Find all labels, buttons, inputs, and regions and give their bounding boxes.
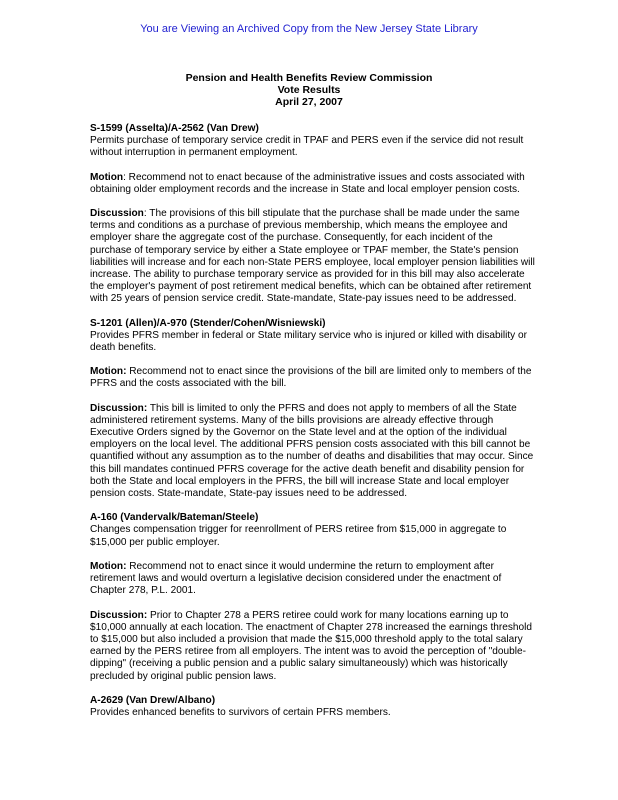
discussion-paragraph: [90, 610, 535, 683]
bill-title: A-2629 (Van Drew/Albano): [90, 694, 216, 706]
bill-description: Permits purchase of temporary service credit in TPAF and PERS even if the service did not result without interruption in permanent employment.: [90, 135, 524, 159]
discussion-label: Discussion:: [90, 609, 148, 621]
bill-section: [90, 512, 535, 682]
bill-title: S-1201 (Allen)/A-970 (Stender/Cohen/Wisniewski): [90, 317, 326, 329]
document-header: [0, 72, 618, 108]
bill-description: Provides enhanced benefits to survivors of certain PFRS members.: [90, 706, 391, 718]
archive-banner: You are Viewing an Archived Copy from the New Jersey State Library: [140, 23, 478, 35]
motion-paragraph: [90, 172, 535, 196]
bill-description: Provides PFRS member in federal or State military service who is injured or killed with disability or death benefits.: [90, 329, 527, 354]
bill-description: Changes compensation trigger for reenrollment of PERS retiree from $15,000 in aggregate to $15,000 per public employer.: [90, 524, 507, 548]
discussion-paragraph: [90, 208, 535, 306]
discussion-text: : The provisions of this bill stipulate that the purchase shall be made under the same terms and conditions as a purchase of previous membership, which means the employee and employer share the aggregate cost of the purchase. Consequently, for each incident of the purchase of temporary service by either a State employee or TPAF member, the State's pension liabilities will increase and for each non-State PERS employee, local employer pension liabilities will increase. The ability to purchase temporary service as provided for in this bill may also accelerate the employer's payment of post retirement medical benefits, which can be obtained after retirement with 25 years of pension service credit. State-mandate, State-pay issues need to be addressed.: [90, 208, 535, 305]
motion-text: Recommend not to enact since the provisions of the bill are limited only to members of the PFRS and the costs associated with the bill.: [90, 366, 532, 390]
discussion-text: This bill is limited to only the PFRS and does not apply to members of all the State administered retirement systems. Many of the bills provisions are already effective through Executive Orders signed by the Governor on the State level and at the option of the individual employers on the local level. The additional PFRS pension costs associated with this bill cannot be quantified without any assumption as to the number of deaths and disabilities that may occur. Since this bill mandates continued PFRS coverage for the active death benefit and disability pension for both the State and local employers in the PFRS, the bill will increase State and local employer pension costs. State-mandate, State-pay issues need to be addressed.: [90, 402, 534, 500]
discussion-paragraph: [90, 403, 535, 501]
bill-title: A-160 (Vandervalk/Bateman/Steele): [90, 512, 259, 524]
motion-text: Recommend not to enact since it would undermine the return to employment after retirement laws and would overturn a legislative decision considered under the enactment of Chapter 278, P.L. 2001.: [90, 560, 502, 597]
document-body: [90, 123, 535, 731]
discussion-text: Prior to Chapter 278 a PERS retiree could work for many locations earning up to $10,000 annually at each location. The enactment of Chapter 278 increased the earnings threshold to $15,000 but also included a provision that made the $15,000 threshold apply to the total salary earned by the PERS retiree from all employers. The intent was to avoid the perception of "double-dipping" (receiving a public pension and a public salary simultaneously) which was historically precluded by original public pension laws.: [90, 609, 532, 682]
commission-title: Pension and Health Benefits Review Commission: [185, 72, 433, 84]
motion-paragraph: [90, 561, 535, 598]
bill-section: [90, 318, 535, 501]
bill-title: S-1599 (Asselta)/A-2562 (Van Drew): [90, 123, 259, 134]
document-date: April 27, 2007: [275, 96, 343, 108]
motion-label: Motion: [90, 171, 124, 183]
document-subtitle: Vote Results: [277, 84, 341, 96]
bill-section: [90, 695, 535, 719]
motion-label: Motion:: [90, 560, 127, 572]
motion-label: Motion:: [90, 366, 127, 378]
bill-section: [90, 123, 535, 306]
motion-text: : Recommend not to enact because of the administrative issues and costs associated with obtaining older employment records and the increase in State and local employer pension costs.: [90, 171, 525, 195]
discussion-label: Discussion: [90, 208, 144, 220]
discussion-label: Discussion:: [90, 402, 148, 414]
motion-paragraph: [90, 366, 535, 390]
